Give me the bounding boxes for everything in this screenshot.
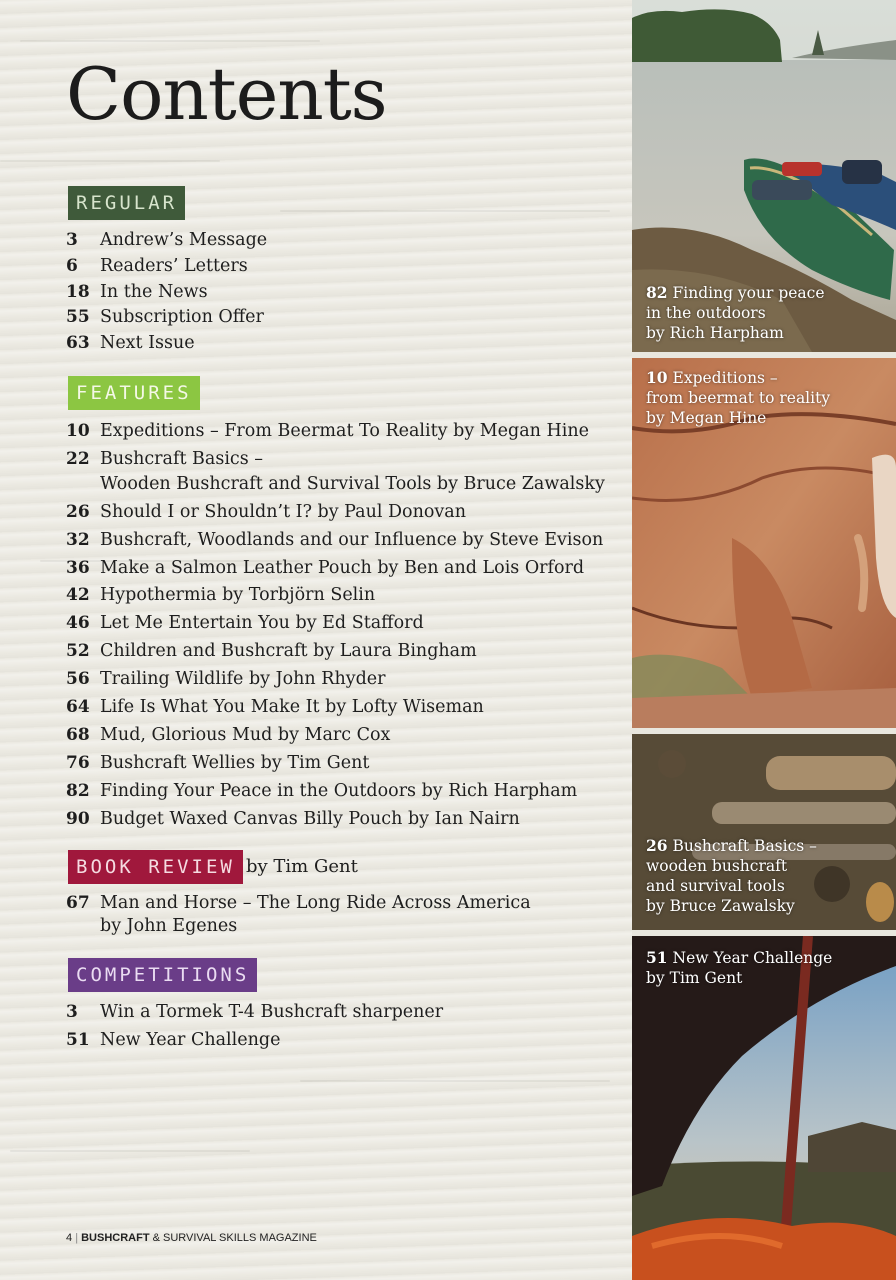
- item-title: Subscription Offer: [100, 307, 264, 328]
- item-title: Bushcraft Wellies by Tim Gent: [100, 752, 370, 773]
- section-label-features: FEATURES: [68, 376, 200, 410]
- item-title: Children and Bushcraft by Laura Bingham: [100, 641, 477, 662]
- book-review-byline: by Tim Gent: [246, 856, 358, 877]
- list-item[interactable]: [66, 280, 267, 306]
- caption-line: by Rich Harpham: [646, 324, 784, 342]
- wood-grain: [20, 40, 320, 42]
- list-item[interactable]: [66, 807, 605, 832]
- list-item[interactable]: [66, 419, 605, 444]
- list-item[interactable]: [66, 667, 605, 692]
- photo-caption: [646, 283, 825, 343]
- list-item[interactable]: [66, 447, 605, 497]
- book-review-list: [66, 892, 531, 938]
- page-footer: [66, 1232, 317, 1244]
- page-number: 3: [66, 1002, 78, 1022]
- list-item[interactable]: [66, 611, 605, 636]
- caption-line: by Bruce Zawalsky: [646, 897, 795, 915]
- list-item[interactable]: [66, 892, 531, 938]
- item-title: Bushcraft, Woodlands and our Influence by Steve Evison: [100, 529, 604, 550]
- page-number: 51: [66, 1030, 90, 1050]
- page-number: 26: [66, 501, 90, 522]
- list-item[interactable]: [66, 556, 605, 581]
- page-number: 32: [66, 529, 90, 550]
- footer-magazine-name: & SURVIVAL SKILLS MAGAZINE: [152, 1232, 317, 1244]
- page-number: 3: [66, 230, 78, 250]
- page-number: 67: [66, 893, 90, 913]
- item-title: Expeditions – From Beermat To Reality by Megan Hine: [100, 421, 589, 441]
- list-item[interactable]: [66, 331, 267, 357]
- photo-canoes[interactable]: [632, 0, 896, 352]
- list-item[interactable]: [66, 723, 605, 748]
- item-title: Readers’ Letters: [100, 255, 248, 276]
- list-item[interactable]: [66, 305, 267, 331]
- item-title: Finding Your Peace in the Outdoors by Rich Harpham: [100, 780, 578, 801]
- list-item[interactable]: [66, 228, 267, 254]
- caption-line: Expeditions –: [672, 369, 778, 387]
- wood-grain: [300, 1080, 610, 1082]
- item-title-line2: by John Egenes: [100, 916, 238, 936]
- caption-line: New Year Challenge: [672, 949, 833, 967]
- regular-list: [66, 228, 267, 357]
- page-number: 46: [66, 613, 90, 634]
- competitions-list: [66, 1000, 443, 1053]
- wood-grain: [280, 210, 610, 212]
- page-number: 64: [66, 697, 90, 718]
- section-label-book-review: BOOK REVIEW: [68, 850, 243, 884]
- photo-caption: [646, 836, 817, 916]
- photo-caption: [646, 368, 830, 428]
- page-number: 6: [66, 255, 78, 276]
- list-item[interactable]: [66, 500, 605, 525]
- page-number: 90: [66, 808, 90, 829]
- caption-line: wooden bushcraft: [646, 857, 788, 875]
- list-item[interactable]: [66, 639, 605, 664]
- caption-page-number: 82: [646, 283, 668, 302]
- page-number: 36: [66, 557, 90, 578]
- photo-sticks[interactable]: [632, 734, 896, 930]
- caption-line: by Megan Hine: [646, 409, 767, 427]
- section-label-competitions: COMPETITIONS: [68, 958, 257, 992]
- page-number: 18: [66, 281, 90, 302]
- list-item[interactable]: [66, 254, 267, 280]
- page-number: 52: [66, 641, 90, 662]
- footer-separator: |: [75, 1232, 79, 1244]
- item-title: In the News: [100, 281, 208, 302]
- caption-line: from beermat to reality: [646, 389, 831, 407]
- wood-grain: [10, 1150, 250, 1152]
- photo-canyon[interactable]: [632, 358, 896, 728]
- features-list: [66, 419, 605, 834]
- footer-page-number: 4: [66, 1232, 73, 1244]
- list-item[interactable]: [66, 1028, 443, 1053]
- page-number: 56: [66, 669, 90, 690]
- item-title: Man and Horse – The Long Ride Across America: [100, 893, 531, 913]
- item-title: Make a Salmon Leather Pouch by Ben and Lois Orford: [100, 557, 585, 578]
- item-title: Bushcraft Basics –: [100, 448, 264, 469]
- page-number: 55: [66, 307, 90, 328]
- item-title: Budget Waxed Canvas Billy Pouch by Ian Nairn: [100, 808, 520, 829]
- caption-line: Bushcraft Basics –: [672, 837, 817, 855]
- page-number: 22: [66, 448, 90, 469]
- footer-brand: BUSHCRAFT: [81, 1232, 150, 1244]
- caption-line: by Tim Gent: [646, 969, 743, 987]
- list-item[interactable]: [66, 695, 605, 720]
- item-title: Let Me Entertain You by Ed Stafford: [100, 613, 424, 634]
- item-title: Win a Tormek T-4 Bushcraft sharpener: [100, 1002, 444, 1022]
- item-title: Trailing Wildlife by John Rhyder: [100, 669, 386, 690]
- item-title: Andrew’s Message: [100, 230, 268, 250]
- list-item[interactable]: [66, 528, 605, 553]
- page-number: 42: [66, 585, 90, 606]
- list-item[interactable]: [66, 1000, 443, 1025]
- caption-page-number: 26: [646, 836, 668, 855]
- page-number: 76: [66, 752, 90, 773]
- item-title: Next Issue: [100, 333, 195, 354]
- caption-line: Finding your peace: [672, 284, 825, 302]
- photo-caption: [646, 948, 832, 988]
- page-number: 10: [66, 421, 90, 441]
- item-title: New Year Challenge: [100, 1030, 281, 1050]
- photo-tent[interactable]: [632, 936, 896, 1280]
- item-title: Should I or Shouldn’t I? by Paul Donovan: [100, 501, 466, 522]
- page-number: 82: [66, 780, 90, 801]
- caption-line: and survival tools: [646, 877, 785, 895]
- list-item[interactable]: [66, 751, 605, 776]
- item-title-line2: Wooden Bushcraft and Survival Tools by Bruce Zawalsky: [100, 473, 605, 494]
- list-item[interactable]: [66, 779, 605, 804]
- item-title: Life Is What You Make It by Lofty Wiseman: [100, 697, 484, 718]
- wood-grain: [0, 160, 220, 162]
- caption-line: in the outdoors: [646, 304, 766, 322]
- caption-page-number: 51: [646, 948, 668, 967]
- section-label-regular: REGULAR: [68, 186, 185, 220]
- item-title: Mud, Glorious Mud by Marc Cox: [100, 724, 391, 745]
- list-item[interactable]: [66, 583, 605, 608]
- item-title: Hypothermia by Torbjörn Selin: [100, 585, 376, 606]
- caption-page-number: 10: [646, 368, 668, 387]
- page-title: Contents: [66, 52, 387, 136]
- page-number: 63: [66, 333, 90, 354]
- page-number: 68: [66, 724, 90, 745]
